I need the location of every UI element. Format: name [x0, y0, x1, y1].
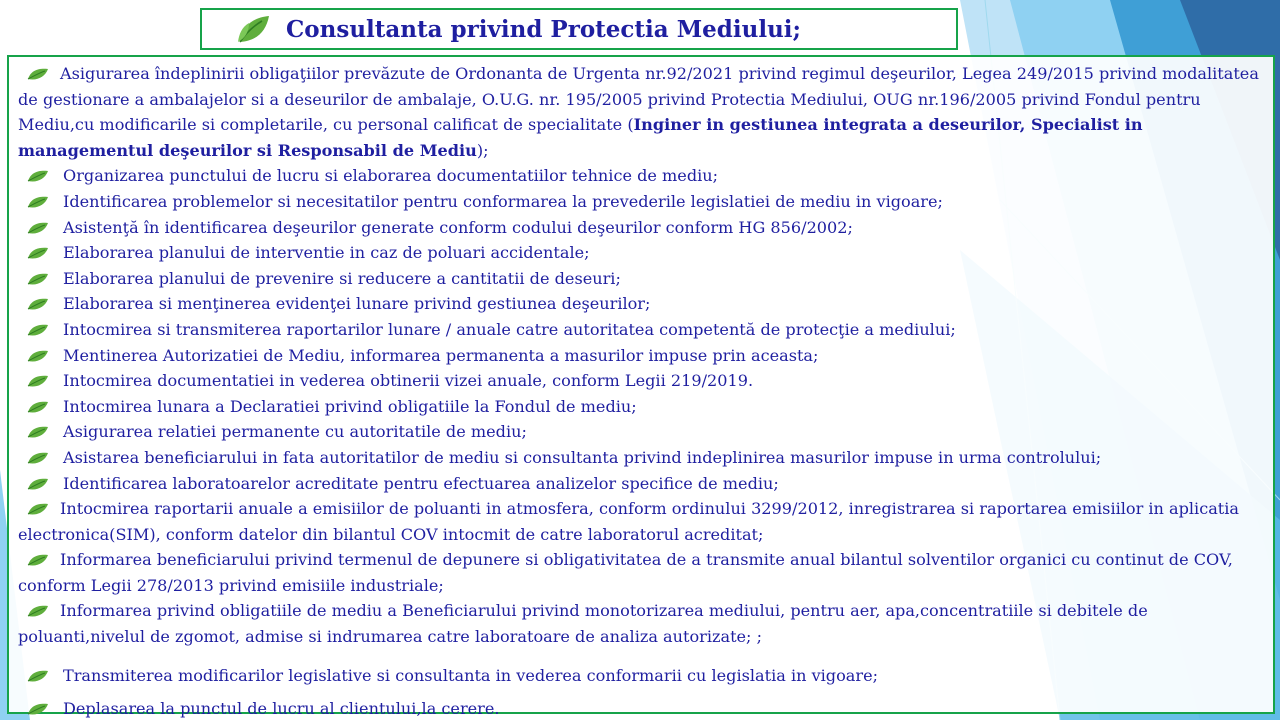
item-text: Deplasarea la punctul de lucru al clientului,la cerere. — [63, 699, 500, 719]
intro-bold: Inginer in gestiunea integrata a deseurilor, Specialist in managementul deşeurilor si Responsabil de Mediu — [18, 115, 1143, 160]
item-text: Asistenţă în identificarea deşeurilor generate conform codului deşeurilor conform HG 856/2002; — [63, 217, 853, 237]
item-text: Identificarea problemelor si necesitatilor pentru conformarea la prevederile legislatiei de mediu in vigoare; — [63, 191, 943, 211]
leaf-icon — [27, 349, 49, 363]
list-item — [18, 163, 1263, 189]
list-item — [18, 471, 1263, 497]
leaf-icon — [27, 669, 49, 683]
list-item — [18, 598, 1263, 649]
leaf-icon — [27, 221, 49, 235]
leaf-icon — [27, 169, 49, 183]
item-text: Elaborarea si menţinerea evidenţei lunare privind gestiunea deşeurilor; — [63, 294, 651, 314]
list-item — [18, 61, 1263, 163]
intro-text: Asigurarea îndeplinirii obligaţiilor prevăzute de Ordonanta de Urgenta nr.92/2021 privind regimul deşeurilor, Legea 249/2015 privind modalitatea de gestionare a ambalajelor si a deseurilor de ambalaje, O.U.G. nr. 195/2005 privind Protectia Mediului, OUG nr.196/2005 privind Fondul pentru Mediu,cu modificarile si completarile, cu personal calificat de specialitate ( — [18, 64, 1259, 135]
leaf-icon — [27, 246, 49, 260]
item-text: Transmiterea modificarilor legislative si consultanta in vederea conformarii cu legislatia in vigoare; — [63, 665, 879, 685]
list-item — [18, 663, 1263, 689]
leaf-icon — [27, 323, 49, 337]
item-text: Intocmirea documentatiei in vederea obtinerii vizei anuale, conform Legii 219/2019. — [63, 371, 754, 391]
list-item — [18, 240, 1263, 266]
title-box — [200, 8, 958, 50]
item-text: Intocmirea lunara a Declaratiei privind obligatiile la Fondul de mediu; — [63, 396, 637, 416]
list-item — [18, 266, 1263, 292]
item-text: Asistarea beneficiarului in fata autoritatilor de mediu si consultanta privind indeplinirea masurilor impuse in urma controlului; — [63, 447, 1102, 467]
item-text: Mentinerea Autorizatiei de Mediu, informarea permanenta a masurilor impuse prin aceasta; — [63, 345, 819, 365]
leaf-icon — [27, 297, 49, 311]
leaf-icon — [27, 502, 49, 516]
item-text: Informarea beneficiarului privind termenul de depunere si obligativitatea de a transmite anual bilantul solventilor organici cu continut de COV, conform Legii 278/2013 privind emisiile industriale; — [18, 550, 1233, 595]
leaf-icon — [236, 14, 272, 44]
list-item — [18, 394, 1263, 420]
leaf-icon — [27, 477, 49, 491]
item-text: Informarea privind obligatiile de mediu a Beneficiarului privind monotorizarea mediului, pentru aer, apa,concentratiile si debitele de poluanti,nivelul de zgomot, admise si indrumarea catre laboratoare de analiza autorizate; ; — [18, 601, 1148, 647]
item-text: Organizarea punctului de lucru si elaborarea documentatiilor tehnice de mediu; — [63, 166, 719, 186]
list-item — [18, 419, 1263, 445]
leaf-icon — [27, 604, 49, 618]
list-item — [18, 189, 1263, 215]
page-title: Consultanta privind Protectia Mediului; — [286, 15, 802, 43]
item-text: Intocmirea raportarii anuale a emisiilor de poluanti in atmosfera, conform ordinului 3299/2012, inregistrarea si raportarea emisiilor in aplicatia electronica(SIM), conform datelor din bilantul COV intocmit de catre laboratorul acreditat; — [18, 499, 1240, 544]
intro-end: ); — [476, 140, 489, 160]
leaf-icon — [27, 400, 49, 414]
list-item — [18, 368, 1263, 394]
item-text: Intocmirea si transmiterea raportarilor lunare / anuale catre autoritatea competentă de protecţie a mediului; — [63, 319, 956, 339]
leaf-icon — [27, 451, 49, 465]
list-item — [18, 445, 1263, 471]
item-text: Elaborarea planului de interventie in caz de poluari accidentale; — [63, 243, 590, 263]
services-list — [18, 61, 1263, 720]
leaf-icon — [27, 67, 49, 81]
list-item — [18, 215, 1263, 241]
item-text: Identificarea laboratoarelor acreditate pentru efectuarea analizelor specifice de mediu; — [63, 473, 779, 493]
leaf-icon — [27, 553, 49, 567]
services-panel — [7, 55, 1275, 719]
item-text: Elaborarea planului de prevenire si reducere a cantitatii de deseuri; — [63, 268, 621, 288]
item-text: Asigurarea relatiei permanente cu autoritatile de mediu; — [63, 422, 527, 442]
list-item — [18, 696, 1263, 720]
list-item — [18, 547, 1263, 598]
leaf-icon — [27, 702, 49, 716]
leaf-icon — [27, 374, 49, 388]
leaf-icon — [27, 272, 49, 286]
leaf-icon — [27, 195, 49, 209]
list-item — [18, 343, 1263, 369]
leaf-icon — [27, 425, 49, 439]
list-item — [18, 317, 1263, 343]
list-item — [18, 496, 1263, 547]
list-item — [18, 291, 1263, 317]
